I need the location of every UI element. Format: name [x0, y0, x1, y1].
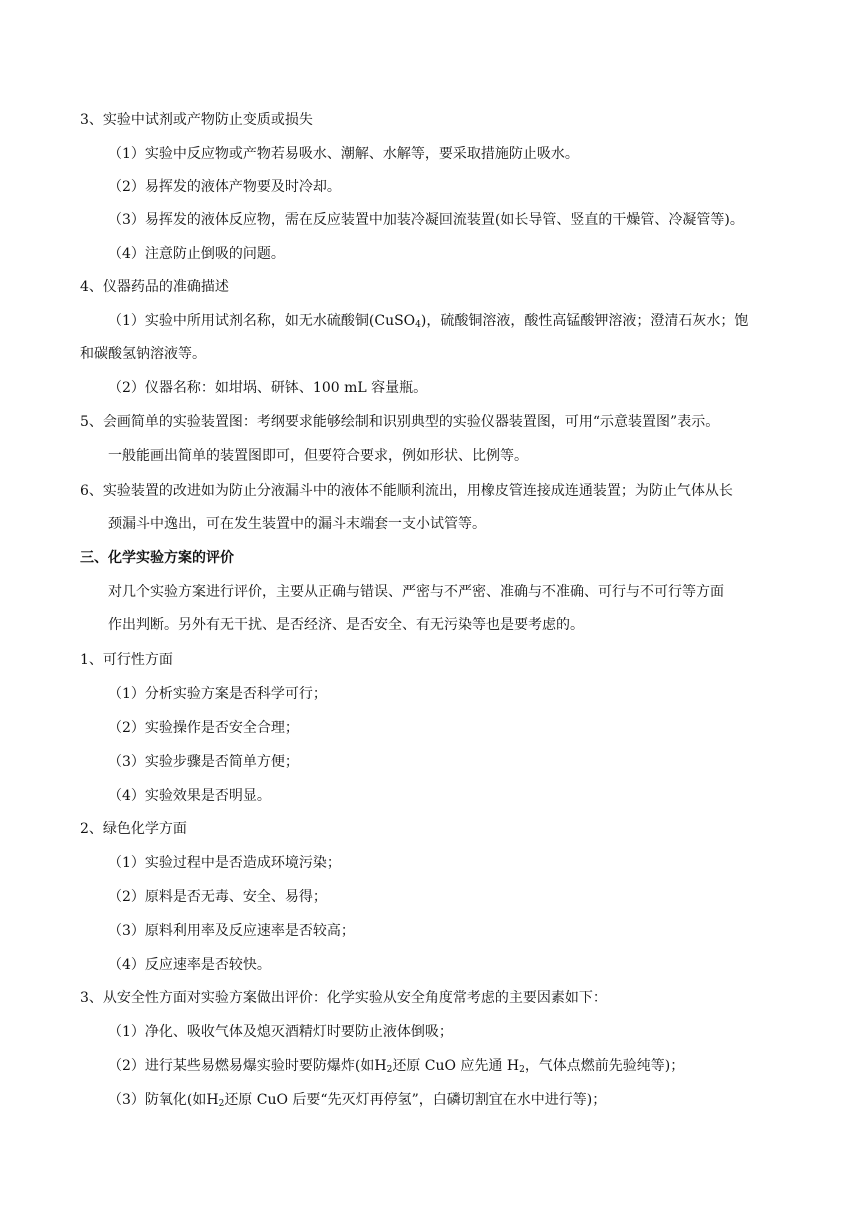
section-3-intro-cont: 作出判断。另外有无干扰、是否经济、是否安全、有无污染等也是要考虑的。	[108, 617, 584, 633]
item-5-cont: 一般能画出简单的装置图即可，但要符合要求，例如形状、比例等。	[108, 448, 528, 464]
section-3-title: 三、化学实验方案的评价	[80, 550, 234, 566]
feasibility-sub-1: （1）分析实验方案是否科学可行；	[108, 686, 327, 702]
item-6-cont: 颈漏斗中逸出，可在发生装置中的漏斗末端套一支小试管等。	[108, 516, 486, 532]
section-3-intro: 对几个实验方案进行评价，主要从正确与错误、严密与不严密、准确与不准确、可行与不可行等方面	[108, 584, 724, 600]
green-chem-sub-2: （2）原料是否无毒、安全、易得；	[108, 889, 327, 905]
item-3-sub-3: （3）易挥发的液体反应物，需在反应装置中加装冷凝回流装置(如长导管、竖直的干燥管、冷凝管等)。	[108, 212, 744, 228]
green-chem-sub-1: （1）实验过程中是否造成环境污染；	[108, 855, 341, 871]
safety-heading: 3、从安全性方面对实验方案做出评价：化学实验从安全角度常考虑的主要因素如下：	[80, 990, 607, 1006]
safety-sub-3: （3）防氧化(如$H_2$还原 CuO 后要“先灭灯再停氢”，白磷切割宜在水中进行等)；	[108, 1092, 607, 1109]
item-3-sub-2: （2）易挥发的液体产物要及时冷却。	[108, 179, 341, 195]
item-3-sub-1: （1）实验中反应物或产物若易吸水、潮解、水解等，要采取措施防止吸水。	[108, 146, 579, 162]
item-4-sub-1: （1）实验中所用试剂名称，如无水硫酸铜(CuSO$_4$)，硫酸铜溶液，酸性高锰酸钾溶液；澄清石灰水；饱	[108, 313, 749, 330]
item-4-heading: 4、仪器药品的准确描述	[80, 279, 229, 295]
feasibility-sub-3: （3）实验步骤是否简单方便；	[108, 754, 299, 770]
safety-sub-2: （2）进行某些易燃易爆实验时要防爆炸(如$H_2$还原 CuO 应先通 $H_2$，气体点燃前先验纯等)；	[108, 1058, 685, 1075]
green-chem-heading: 2、绿色化学方面	[80, 821, 187, 837]
green-chem-sub-4: （4）反应速率是否较快。	[108, 957, 271, 973]
item-3-heading: 3、实验中试剂或产物防止变质或损失	[80, 112, 313, 128]
feasibility-sub-4: （4）实验效果是否明显。	[108, 788, 271, 804]
green-chem-sub-3: （3）原料利用率及反应速率是否较高；	[108, 923, 355, 939]
item-3-sub-4: （4）注意防止倒吸的问题。	[108, 246, 285, 262]
item-6: 6、实验装置的改进如为防止分液漏斗中的液体不能顺利流出，用橡皮管连接成连通装置；为防止气体从长	[80, 483, 733, 499]
feasibility-sub-2: （2）实验操作是否安全合理；	[108, 720, 299, 736]
item-4-sub-1-cont: 和碳酸氢钠溶液等。	[80, 346, 206, 362]
feasibility-heading: 1、可行性方面	[80, 652, 173, 668]
item-5: 5、会画简单的实验装置图：考纲要求能够绘制和识别典型的实验仪器装置图，可用“示意装置图”表示。	[80, 414, 720, 430]
item-4-sub-2: （2）仪器名称：如坩埚、研钵、100 mL 容量瓶。	[108, 380, 428, 396]
safety-sub-1: （1）净化、吸收气体及熄灭酒精灯时要防止液体倒吸；	[108, 1024, 453, 1040]
